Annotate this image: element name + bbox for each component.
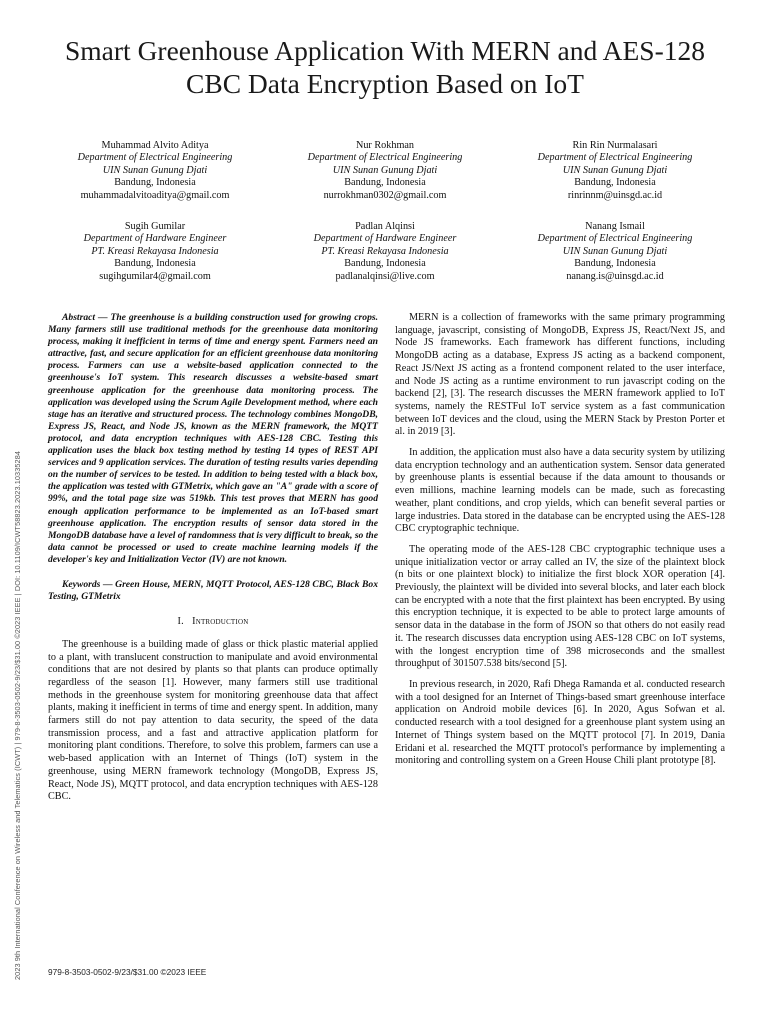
author-department: Department of Electrical Engineering — [307, 152, 463, 164]
copyright-footer: 979-8-3503-0502-9/23/$31.00 ©2023 IEEE — [48, 967, 207, 977]
author-organization: UIN Sunan Gunung Djati — [562, 164, 668, 176]
body-paragraph: In addition, the application must also have a data security system by utilizing data encryption technology and an authentication system. Sensor data generated by greenhouse plants is essential because if the data amount to thousands or even millions, machine learning models can be made, such as forecasting weather, plant conditions, and crop yields, which can benefit several parties or large industries. Data stored in the database can be encrypted using the AES-128 CBC cryptographic technique. — [395, 447, 725, 535]
section-title: Introduction — [192, 616, 249, 628]
section-number: I. — [177, 616, 184, 628]
keywords: Keywords — Green House, MERN, MQTT Protocol, AES-128 CBC, Black Box Testing, GTMetrix — [48, 578, 378, 603]
right-column — [395, 312, 725, 776]
section-heading — [48, 616, 378, 629]
author-department: Department of Electrical Engineering — [537, 233, 693, 245]
left-column — [48, 312, 378, 812]
author-name: Padlan Alqinsi — [355, 221, 415, 232]
author-organization: UIN Sunan Gunung Djati — [102, 164, 208, 176]
author-location: Bandung, Indonesia — [574, 177, 656, 189]
author-email: rinrinnm@uinsgd.ac.id — [567, 189, 663, 201]
body-paragraph: The greenhouse is a building made of glass or thick plastic material applied to a plant, with translucent construction to manipulate and avoid environmental conditions that are not desired by plants so that plants can produce optimally regardless of the season [1]. However, many farmers still use traditional methods in the greenhouse system for monitoring greenhouse data that affect plants, making it inefficient in terms of time and energy spent. In addition, many farmers still do not pay attention to data security, the speed of the data transmission process, and a fast and attractive application platform for monitoring plant conditions. Therefore, to solve this problem, farmers can use a web-based application with an Internet of Things (IoT) system in the greenhouse, using MERN framework technology (MongoDB, Express JS, React, Node JS), MQTT protocol, and data encryption techniques with AES-128 CBC. — [48, 638, 378, 803]
author-organization: UIN Sunan Gunung Djati — [562, 245, 668, 257]
author-email: muhammadalvitoaditya@gmail.com — [80, 189, 230, 201]
author-location: Bandung, Indonesia — [114, 258, 196, 270]
author-organization: UIN Sunan Gunung Djati — [332, 164, 438, 176]
author-department: Department of Electrical Engineering — [537, 152, 693, 164]
body-paragraph: MERN is a collection of frameworks with the same primary programming language, javascript, consisting of MongoDB, Express JS, React/Next JS, and Node JS frameworks. Each framework has different functions, including MongoDB acting as a database, Express JS acting as a backend component, React JS/Next JS acting as a frontend component related to the user interface, and Node JS acting as a runtime environment to run javascript coding on the backend [2], [3]. The research discusses the MERN framework applied to IoT systems, namely the RESTFul IoT service system as a fast communication between IoT devices and the cloud, using the MERN Stack by Preston Porter et al. in 2019 [3]. — [395, 312, 725, 438]
author-name: Nur Rokhman — [355, 140, 414, 151]
abstract: Abstract — The greenhouse is a building construction used for growing crops. Many farmers still use traditional methods for the greenhouse data monitoring process, making it inefficient in terms of time and energy spent. Farmers need an attractive, fast, and secure application for an efficient greenhouse data monitoring process. Farmers can use a website-based application connected to the greenhouse's IoT system. This research discusses a website-based smart greenhouse application for the greenhouse data monitoring process. The application was developed using the Scrum Agile Development method, where each stage has an iterative and structured process. The technology combines MongoDB, Express JS, React, and Node JS, known as the MERN framework, the MQTT protocol, and data encryption techniques with AES-128 CBC. Testing this application uses the black box testing method by testing 14 types of REST API services and 9 application services. The duration of testing results varies depending on the number of services to be tested. In addition to being tested with a black box, the application was tested with GTMetrix, which gave an "A" grade with a score of 99%, and the total page size was 519kb. This test proves that MERN has good enough application performance to be implemented as an IoT-based smart greenhouse application. The encryption results of sensor data stored in the MongoDB database have a level of randomness that is very difficult to break, so the data cannot be processed or used to create machine learning models if the developer's key and Initialization Vector (IV) are not known. — [48, 312, 379, 565]
author-name: Rin Rin Nurmalasari — [572, 140, 658, 151]
author-name: Muhammad Alvito Aditya — [101, 140, 209, 151]
author-block — [500, 140, 730, 202]
author-block — [270, 221, 500, 283]
body-paragraph: The operating mode of the AES-128 CBC cryptographic technique uses a unique initialization vector or array called an IV, the size of the plaintext block (n bits or one plaintext block) to initialize the first block XOR operation [4]. Previously, the plaintext will be divided into several blocks, and later each block can be encrypted with a note that the first plaintext has been encrypted. By using this encryption technique, it is expected to be able to protect large amounts of sensor data in the database in the form of JSON so that others do not easily read it. The research discusses data encryption using AES-128 CBC on IoT systems, with the longest encryption time of 398 microseconds and the smallest throughput of 301507.538 bits/second [5]. — [395, 543, 725, 670]
author-row — [40, 140, 730, 202]
author-block — [40, 221, 270, 283]
author-department: Department of Hardware Engineer — [83, 233, 227, 245]
author-email: sugihgumilar4@gmail.com — [99, 270, 211, 282]
author-department: Department of Hardware Engineer — [313, 233, 457, 245]
author-department: Department of Electrical Engineering — [77, 152, 233, 164]
author-organization: PT. Kreasi Rekayasa Indonesia — [91, 245, 219, 257]
paper-title: Smart Greenhouse Application With MERN and AES-128 CBC Data Encryption Based on IoT — [65, 35, 705, 99]
conference-side-strip: 2023 9th International Conference on Wireless and Telematics (ICWT) | 979-8-3503-0502-9/23/$31.00 ©2023 IEEE | DOI: 10.1109/ICWT58823.2023.10335284 — [13, 450, 22, 980]
author-organization: PT. Kreasi Rekayasa Indonesia — [321, 245, 449, 257]
author-location: Bandung, Indonesia — [114, 177, 196, 189]
author-email: nanang.is@uinsgd.ac.id — [566, 270, 664, 282]
author-name: Sugih Gumilar — [124, 221, 186, 232]
author-location: Bandung, Indonesia — [344, 258, 426, 270]
author-block — [40, 140, 270, 202]
body-paragraph: In previous research, in 2020, Rafi Dhega Ramanda et al. conducted research with a tool designed for an Internet of Things-based smart greenhouse interface application on Android mobile devices [6]. In 2020, Agus Sofwan et al. conducted research with a tool designed for a greenhouse plant system using an Internet of Things system based on the MQTT protocol [7]. In 2019, Dania Eridani et al. researched the MQTT protocol's performance by implementing a monitoring and controlling system on a Green House Chili plant prototype [8]. — [395, 678, 725, 767]
author-email: padlanalqinsi@live.com — [335, 270, 435, 282]
author-email: nurrokhman0302@gmail.com — [323, 189, 447, 201]
author-name: Nanang Ismail — [585, 221, 645, 232]
author-location: Bandung, Indonesia — [574, 258, 656, 270]
author-block — [270, 140, 500, 202]
author-location: Bandung, Indonesia — [344, 177, 426, 189]
author-block — [500, 221, 730, 283]
author-row — [40, 221, 730, 283]
